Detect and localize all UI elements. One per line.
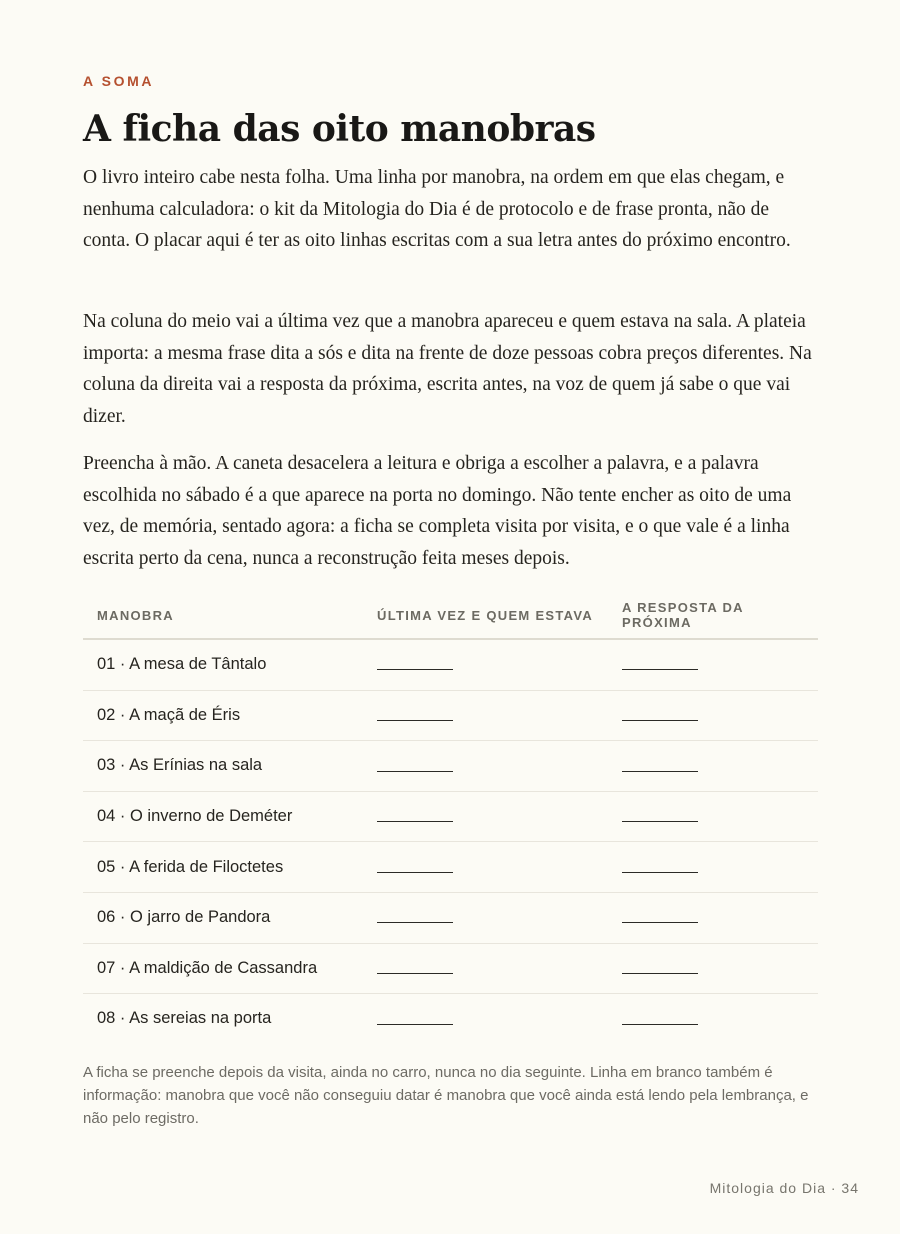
blank-line bbox=[622, 922, 698, 923]
next-answer-blank[interactable] bbox=[622, 791, 818, 842]
maneuver-name: 01 · A mesa de Tântalo bbox=[83, 639, 377, 690]
last-time-blank[interactable] bbox=[377, 892, 622, 943]
last-time-blank[interactable] bbox=[377, 639, 622, 690]
page-footer: Mitologia do Dia · 34 bbox=[709, 1180, 859, 1196]
blank-line bbox=[622, 872, 698, 873]
next-answer-blank[interactable] bbox=[622, 690, 818, 741]
last-time-blank[interactable] bbox=[377, 741, 622, 792]
table-row bbox=[83, 892, 818, 943]
footnote: A ficha se preenche depois da visita, ainda no carro, nunca no dia seguinte. Linha em branco também é informação: manobra que você não conseguiu datar é manobra que você ainda está lendo pela lembrança, e não pelo registro. bbox=[83, 1064, 809, 1127]
next-answer-blank[interactable] bbox=[622, 943, 818, 994]
blank-line bbox=[622, 669, 698, 670]
blank-line bbox=[622, 720, 698, 721]
last-time-blank[interactable] bbox=[377, 791, 622, 842]
table-row bbox=[83, 791, 818, 842]
blank-line bbox=[622, 973, 698, 974]
intro-paragraph-1: O livro inteiro cabe nesta folha. Uma linha por manobra, na ordem em que elas chegam, e nenhuma calculadora: o kit da Mitologia do Dia é de protocolo e de frase pronta, não de conta. O placar aqui é ter as oito linhas escritas com a sua letra antes do próximo encontro. bbox=[83, 167, 791, 251]
blank-line bbox=[377, 669, 453, 670]
table-row bbox=[83, 639, 818, 690]
maneuver-name: 05 · A ferida de Filoctetes bbox=[83, 842, 377, 893]
blank-line bbox=[377, 821, 453, 822]
column-header-next-answer: A RESPOSTA DA PRÓXIMA bbox=[622, 592, 818, 639]
table-row bbox=[83, 842, 818, 893]
blank-line bbox=[377, 872, 453, 873]
blank-line bbox=[377, 973, 453, 974]
last-time-blank[interactable] bbox=[377, 943, 622, 994]
blank-line bbox=[622, 771, 698, 772]
next-answer-blank[interactable] bbox=[622, 892, 818, 943]
last-time-blank[interactable] bbox=[377, 842, 622, 893]
maneuver-name: 02 · A maçã de Éris bbox=[83, 690, 377, 741]
column-header-last-time: ÚLTIMA VEZ E QUEM ESTAVA bbox=[377, 592, 622, 639]
page-title: A ficha das oito manobras bbox=[83, 108, 596, 150]
table-row bbox=[83, 741, 818, 792]
column-header-maneuver: MANOBRA bbox=[83, 592, 377, 639]
maneuver-name: 03 · As Erínias na sala bbox=[83, 741, 377, 792]
table-row bbox=[83, 994, 818, 1044]
next-answer-blank[interactable] bbox=[622, 842, 818, 893]
maneuver-name: 06 · O jarro de Pandora bbox=[83, 892, 377, 943]
blank-line bbox=[377, 922, 453, 923]
next-answer-blank[interactable] bbox=[622, 741, 818, 792]
blank-line bbox=[377, 720, 453, 721]
last-time-blank[interactable] bbox=[377, 690, 622, 741]
blank-line bbox=[377, 771, 453, 772]
next-answer-blank[interactable] bbox=[622, 639, 818, 690]
next-answer-blank[interactable] bbox=[622, 994, 818, 1044]
blank-line bbox=[622, 1024, 698, 1025]
blank-line bbox=[377, 1024, 453, 1025]
section-eyebrow: A SOMA bbox=[83, 73, 155, 89]
blank-line bbox=[622, 821, 698, 822]
maneuver-name: 08 · As sereias na porta bbox=[97, 1009, 272, 1028]
table-header-row bbox=[83, 592, 818, 639]
intro-paragraph-2: Na coluna do meio vai a última vez que a manobra apareceu e quem estava na sala. A plateia importa: a mesma frase dita a sós e dita na frente de doze pessoas cobra preços diferentes. Na coluna da direita vai a resposta da próxima, escrita antes, na voz de quem já sabe o que vai dizer. bbox=[83, 311, 812, 427]
table-row bbox=[83, 943, 818, 994]
table-row bbox=[83, 690, 818, 741]
maneuver-name: 07 · A maldição de Cassandra bbox=[83, 943, 377, 994]
maneuver-worksheet-table bbox=[83, 592, 818, 1044]
maneuver-name: 04 · O inverno de Deméter bbox=[83, 791, 377, 842]
last-time-blank[interactable] bbox=[377, 994, 622, 1044]
intro-paragraph-3: Preencha à mão. A caneta desacelera a leitura e obriga a escolher a palavra, e a palavra escolhida no sábado é a que aparece na porta no domingo. Não tente encher as oito de uma vez, de memória, sentado agora: a ficha se completa visita por visita, e o que vale é a linha escrita perto da cena, nunca a reconstrução feita meses depois. bbox=[83, 453, 792, 569]
